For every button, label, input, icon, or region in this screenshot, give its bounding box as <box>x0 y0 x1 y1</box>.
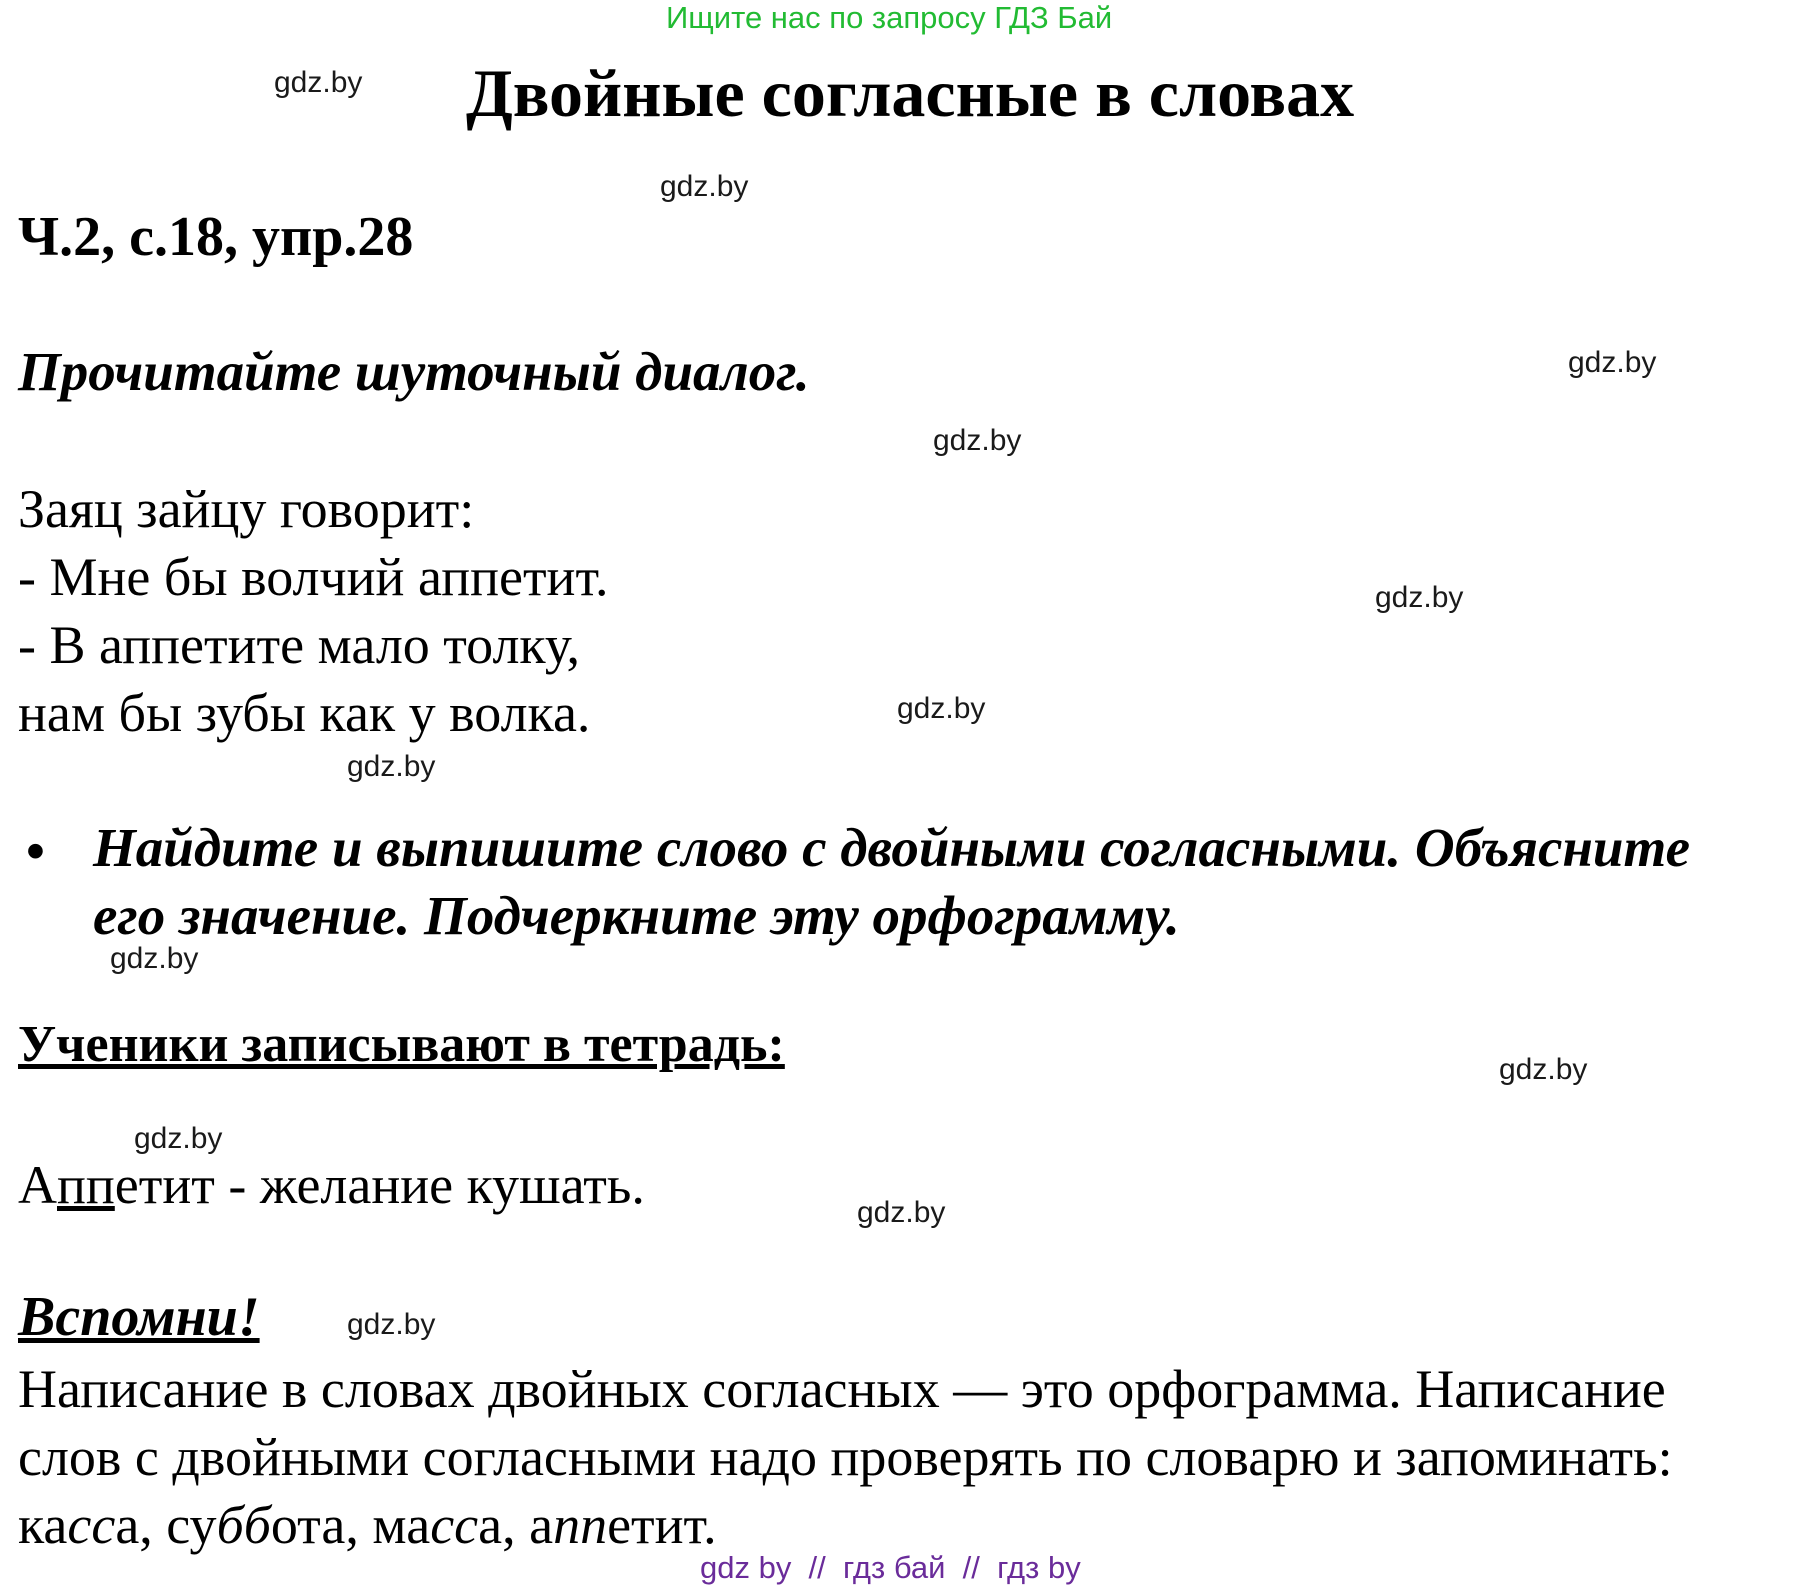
example-part: а, а <box>478 1495 554 1555</box>
watermark: gdz.by <box>274 66 363 99</box>
watermark: gdz.by <box>1568 346 1657 379</box>
answer-part: А <box>18 1155 57 1215</box>
watermark: gdz.by <box>897 692 986 725</box>
page-title: Двойные согласные в словах <box>466 55 1355 131</box>
remember-line: слов с двойными согласными надо проверять по словарю и запоминать: <box>18 1427 1673 1487</box>
remember-examples <box>18 1491 1673 1559</box>
task-instruction-2-line2: его значение. Подчеркните эту орфограмму. <box>93 885 1180 946</box>
example-part-italic: сс <box>67 1495 116 1555</box>
example-part: а, су <box>115 1495 217 1555</box>
footer-links: gdz by // гдз бай // гдз by <box>700 1550 1081 1585</box>
exercise-reference: Ч.2, с.18, упр.28 <box>18 206 414 268</box>
top-banner: Ищите нас по запросу ГДЗ Бай <box>666 0 1113 35</box>
watermark: gdz.by <box>1499 1053 1588 1086</box>
task-instruction: Прочитайте шуточный диалог. <box>18 341 810 402</box>
watermark: gdz.by <box>933 424 1022 457</box>
dialog-line: нам бы зубы как у волка. <box>18 683 591 743</box>
watermark: gdz.by <box>1375 581 1464 614</box>
watermark: gdz.by <box>347 1308 436 1341</box>
orthogram-underlined: пп <box>57 1155 115 1215</box>
watermark: gdz.by <box>660 170 749 203</box>
remember-heading: Вспомни! <box>18 1286 260 1348</box>
dialog-line: - Мне бы волчий аппетит. <box>18 547 609 607</box>
watermark: gdz.by <box>134 1122 223 1155</box>
example-part-italic: пп <box>553 1495 608 1555</box>
example-part: ота, ма <box>270 1495 431 1555</box>
remember-text <box>18 1355 1673 1559</box>
students-heading: Ученики записывают в тетрадь: <box>18 1016 785 1073</box>
answer-line <box>18 1151 645 1219</box>
dialog-line: Заяц зайцу говорит: <box>18 479 475 539</box>
remember-line: Написание в словах двойных согласных — это орфограмма. Написание <box>18 1359 1666 1419</box>
example-part-italic: сс <box>430 1495 479 1555</box>
dialog-poem <box>18 475 609 747</box>
example-part-italic: бб <box>216 1495 271 1555</box>
task-instruction-2-line1: Найдите и выпишите слово с двойными согласными. Объясните <box>93 817 1690 878</box>
answer-part: етит - желание кушать. <box>114 1155 645 1215</box>
dialog-line: - В аппетите мало толку, <box>18 615 580 675</box>
watermark: gdz.by <box>347 750 436 783</box>
watermark: gdz.by <box>110 942 199 975</box>
example-part: етит. <box>607 1495 717 1555</box>
watermark: gdz.by <box>857 1196 946 1229</box>
example-part: ка <box>18 1495 68 1555</box>
bullet-icon: • <box>26 821 45 881</box>
